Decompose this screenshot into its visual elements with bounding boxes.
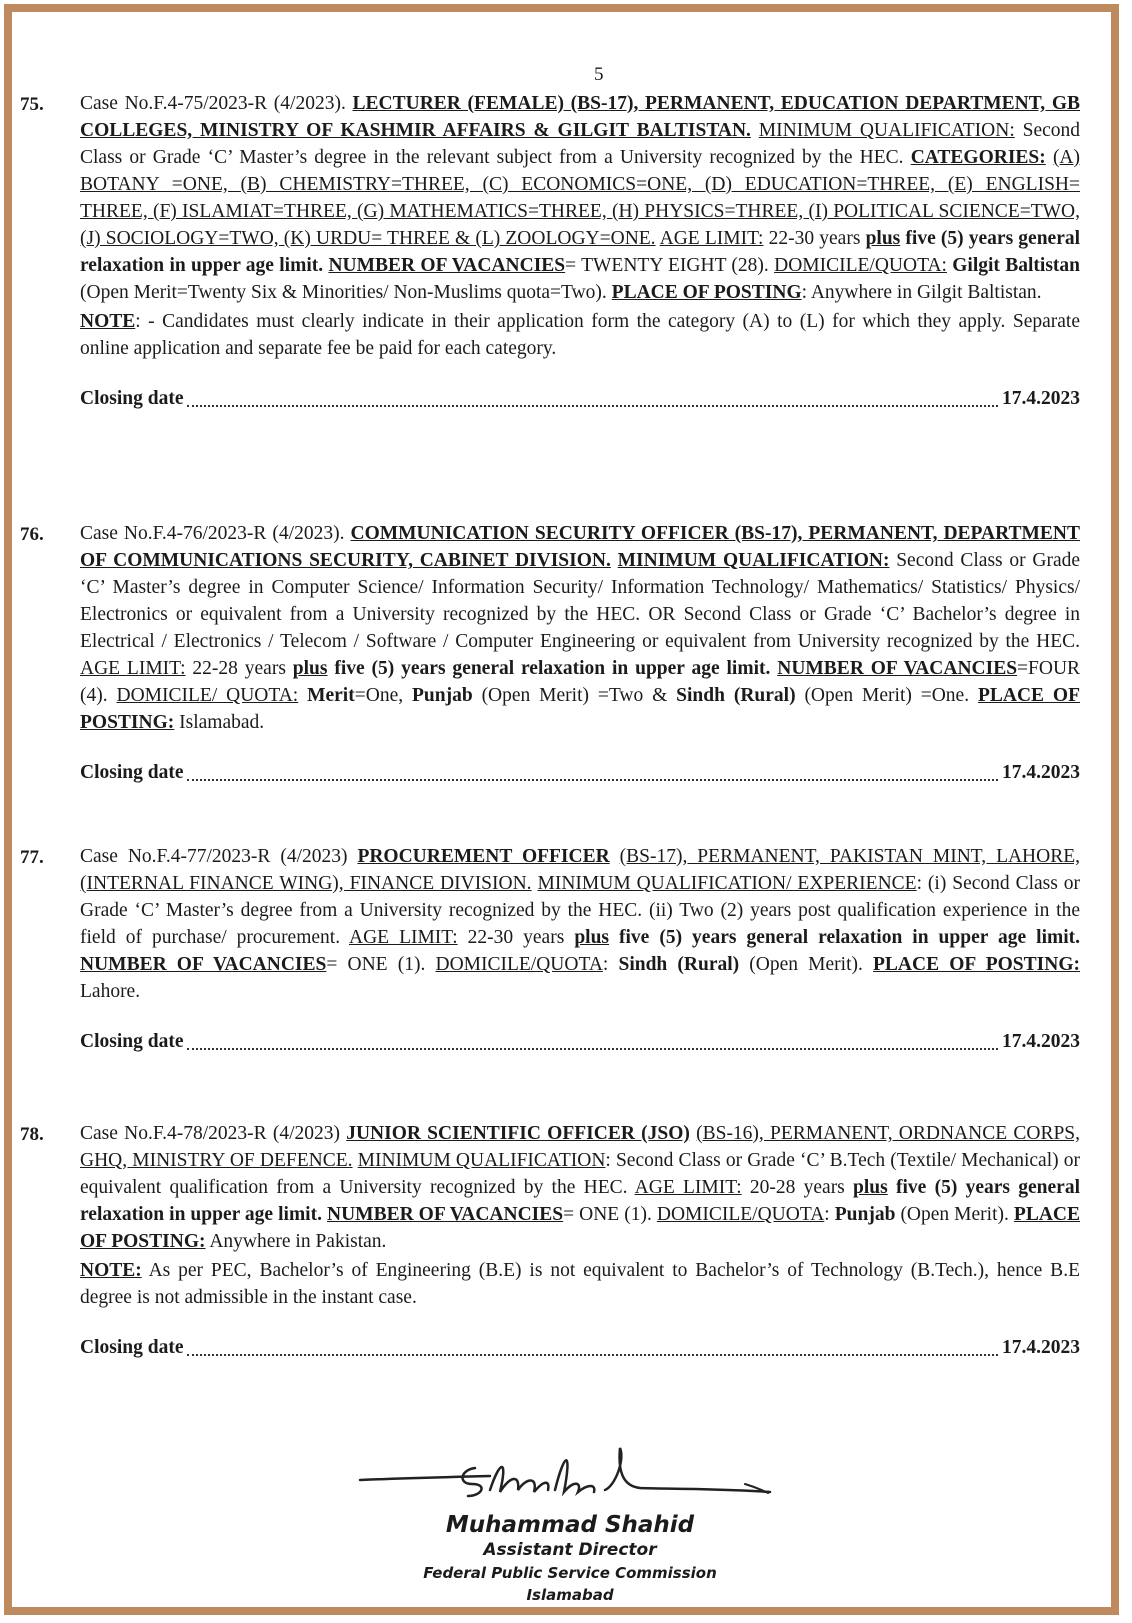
categories-label: CATEGORIES: bbox=[910, 147, 1046, 168]
posting-label: PLACE OF POSTING bbox=[611, 282, 802, 303]
domicile-label: DOMICILE/QUOTA bbox=[656, 1204, 825, 1225]
domicile-label: DOMICILE/QUOTA bbox=[435, 954, 603, 975]
note-label: NOTE bbox=[80, 311, 136, 332]
advert-item-75 bbox=[20, 90, 1090, 410]
domicile-merit: Merit bbox=[307, 685, 355, 706]
domicile-label: DOMICILE/QUOTA: bbox=[774, 255, 947, 276]
posting-text: Lahore. bbox=[80, 981, 141, 1002]
vacancies-text: =FOUR (4). bbox=[80, 658, 1081, 706]
item-body bbox=[80, 90, 1080, 362]
closing-date-label: Closing date bbox=[80, 388, 184, 409]
signatory-name: Muhammad Shahid bbox=[445, 1512, 695, 1538]
domicile-merit-value: =One, bbox=[354, 685, 404, 706]
signatory-organization: Federal Public Service Commission bbox=[423, 1564, 717, 1582]
note-text: : - Candidates must clearly indicate in their application form the category (A) to (L) for which they apply. Separate online application and separate fee be paid for each category. bbox=[80, 311, 1080, 359]
closing-date-value: 17.4.2023 bbox=[1002, 762, 1080, 783]
posting-text: Islamabad. bbox=[179, 712, 265, 733]
closing-date-label: Closing date bbox=[80, 762, 184, 783]
qualification-text: Second Class or Grade ‘C’ Master’s degree in the relevant subject from a University recognized by the HEC. bbox=[80, 120, 1081, 168]
posting-label: PLACE OF POSTING: bbox=[80, 685, 1081, 733]
note bbox=[80, 1257, 1080, 1311]
case-number: Case No.F.4-77/2023-R (4/2023) bbox=[80, 846, 348, 867]
leader-dots bbox=[187, 1340, 998, 1356]
closing-date-row bbox=[80, 1031, 1080, 1053]
qualification-label: MINIMUM QUALIFICATION: bbox=[758, 120, 1015, 141]
note-label: NOTE: bbox=[80, 1260, 142, 1281]
vacancies-label: NUMBER OF VACANCIES bbox=[777, 658, 1018, 679]
plus-text: plus bbox=[292, 658, 328, 679]
posting-text: : Anywhere in Gilgit Baltistan. bbox=[801, 282, 1042, 303]
plus-text: plus bbox=[853, 1177, 888, 1198]
plus-text: plus bbox=[574, 927, 610, 948]
plus-text: plus bbox=[865, 228, 901, 249]
posting-label: PLACE OF POSTING: bbox=[80, 1204, 1080, 1252]
post-title: PROCUREMENT OFFICER bbox=[357, 846, 610, 867]
domicile-bold: Sindh (Rural) bbox=[618, 954, 740, 975]
closing-date-value: 17.4.2023 bbox=[1002, 1031, 1080, 1052]
vacancies-text: = ONE (1). bbox=[326, 954, 426, 975]
closing-date-row bbox=[80, 388, 1080, 410]
vacancies-text: = ONE (1). bbox=[563, 1204, 652, 1225]
domicile-punjab: Punjab bbox=[411, 685, 473, 706]
age-limit-label: AGE LIMIT: bbox=[634, 1177, 742, 1198]
item-number: 78. bbox=[20, 1124, 44, 1145]
age-limit-label: AGE LIMIT: bbox=[80, 658, 186, 679]
post-title: JUNIOR SCIENTIFIC OFFICER (JSO) bbox=[346, 1123, 690, 1144]
vacancies-label: NUMBER OF VACANCIES bbox=[328, 255, 566, 276]
item-number: 77. bbox=[20, 847, 44, 868]
advert-item-76 bbox=[20, 520, 1090, 784]
qualification-text: : Second Class or Grade ‘C’ B.Tech (Textile/ Mechanical) or equivalent qualification from a University recognized by the HEC. bbox=[80, 1150, 1080, 1198]
case-number: Case No.F.4-78/2023-R (4/2023) bbox=[80, 1123, 340, 1144]
item-number: 76. bbox=[20, 524, 44, 545]
page-number: 5 bbox=[594, 64, 604, 85]
domicile-punjab-value: (Open Merit) =Two & bbox=[481, 685, 668, 706]
domicile-bold: Gilgit Baltistan bbox=[952, 255, 1080, 276]
domicile-text: (Open Merit). bbox=[749, 954, 863, 975]
qualification-label: MINIMUM QUALIFICATION: bbox=[617, 550, 890, 571]
closing-date-label: Closing date bbox=[80, 1337, 184, 1358]
handwritten-signature bbox=[350, 1440, 790, 1510]
qualification-label: MINIMUM QUALIFICATION/ EXPERIENCE bbox=[537, 873, 917, 894]
age-limit-text: 22-30 years bbox=[768, 228, 861, 249]
item-body bbox=[80, 843, 1080, 1005]
relaxation-text: five (5) years general relaxation in upper age limit. bbox=[80, 228, 1081, 276]
age-limit-text: 20-28 years bbox=[749, 1177, 845, 1198]
post-details: (BS-16), PERMANENT, ORDNANCE CORPS, GHQ, MINISTRY OF DEFENCE. bbox=[80, 1123, 1081, 1171]
closing-date-row bbox=[80, 1337, 1080, 1359]
item-number: 75. bbox=[20, 94, 44, 115]
leader-dots bbox=[187, 765, 998, 781]
domicile-sindh-value: (Open Merit) =One. bbox=[804, 685, 970, 706]
item-body bbox=[80, 1120, 1080, 1311]
closing-date-row bbox=[80, 762, 1080, 784]
domicile-colon: : bbox=[824, 1204, 830, 1225]
domicile-sindh: Sindh (Rural) bbox=[676, 685, 796, 706]
domicile-text: (Open Merit). bbox=[900, 1204, 1009, 1225]
domicile-colon: : bbox=[602, 954, 609, 975]
vacancies-label: NUMBER OF VACANCIES bbox=[80, 954, 327, 975]
case-number: Case No.F.4-76/2023-R (4/2023). bbox=[80, 523, 345, 544]
advert-item-78 bbox=[20, 1120, 1090, 1359]
domicile-text: (Open Merit=Twenty Six & Minorities/ Non-Muslims quota=Two). bbox=[80, 282, 607, 303]
case-number: Case No.F.4-75/2023-R (4/2023). bbox=[80, 93, 346, 114]
age-limit-text: 22-30 years bbox=[467, 927, 565, 948]
item-body bbox=[80, 520, 1080, 736]
categories-text: (A) BOTANY =ONE, (B) CHEMISTRY=THREE, (C) ECONOMICS=ONE, (D) EDUCATION=THREE, (E) ENGLISH= THREE, (F) ISLAMIAT=THREE, (G) MATHEMATICS=THREE, (H) PHYSICS=THREE, (I) POLITICAL SCIENCE=TWO, (J) SOCIOLOGY=TWO, (K) URDU= THREE & (L) ZOOLOGY=ONE. bbox=[80, 147, 1081, 249]
advert-item-77 bbox=[20, 843, 1090, 1053]
domicile-label: DOMICILE/ QUOTA: bbox=[116, 685, 299, 706]
qualification-label: MINIMUM QUALIFICATION bbox=[357, 1150, 606, 1171]
relaxation-text: five (5) years general relaxation in upper age limit. bbox=[80, 1177, 1080, 1225]
closing-date-label: Closing date bbox=[80, 1031, 184, 1052]
post-details: (BS-17), PERMANENT, PAKISTAN MINT, LAHORE, (INTERNAL FINANCE WING), FINANCE DIVISION. bbox=[80, 846, 1081, 894]
leader-dots bbox=[187, 391, 998, 407]
relaxation-text: five (5) years general relaxation in upper age limit. bbox=[619, 927, 1081, 948]
posting-text: Anywhere in Pakistan. bbox=[209, 1231, 387, 1252]
qualification-text: : (i) Second Class or Grade ‘C’ Master’s degree from a University recognized by the HEC. (ii) Two (2) years post qualification experience in the field of purchase/ procurement. bbox=[80, 873, 1081, 948]
signatory-city: Islamabad bbox=[526, 1586, 614, 1604]
note bbox=[80, 308, 1080, 362]
age-limit-text: 22-28 years bbox=[192, 658, 286, 679]
signatory-title: Assistant Director bbox=[483, 1540, 657, 1560]
leader-dots bbox=[187, 1034, 998, 1050]
relaxation-text: five (5) years general relaxation in upper age limit. bbox=[334, 658, 771, 679]
vacancies-text: = TWENTY EIGHT (28). bbox=[565, 255, 769, 276]
closing-date-value: 17.4.2023 bbox=[1002, 388, 1080, 409]
closing-date-value: 17.4.2023 bbox=[1002, 1337, 1080, 1358]
age-limit-label: AGE LIMIT: bbox=[349, 927, 458, 948]
vacancies-label: NUMBER OF VACANCIES bbox=[327, 1204, 564, 1225]
domicile-bold: Punjab bbox=[834, 1204, 896, 1225]
signature-block bbox=[330, 1440, 810, 1606]
age-limit-label: AGE LIMIT: bbox=[659, 228, 764, 249]
qualification-text: Second Class or Grade ‘C’ Master’s degree in Computer Science/ Information Security/ Information Technology/ Mathematics/ Statistics/ Physics/ Electronics or equivalent from a University recognized by the HEC. OR Second Class or Grade ‘C’ Bachelor’s degree in Electrical / Electronics / Telecom / Software / Computer Engineering or equivalent from University recognized by the HEC. bbox=[80, 550, 1081, 652]
note-text: As per PEC, Bachelor’s of Engineering (B.E) is not equivalent to Bachelor’s of Technology (B.Tech.), hence B.E degree is not admissible in the instant case. bbox=[80, 1260, 1080, 1308]
posting-label: PLACE OF POSTING: bbox=[873, 954, 1080, 975]
post-title: LECTURER (FEMALE) (BS-17), PERMANENT, EDUCATION DEPARTMENT, GB COLLEGES, MINISTRY OF KASHMIR AFFAIRS & GILGIT BALTISTAN. bbox=[80, 93, 1081, 141]
post-title: COMMUNICATION SECURITY OFFICER (BS-17), PERMANENT, DEPARTMENT OF COMMUNICATIONS SECURITY, CABINET DIVISION. bbox=[80, 523, 1081, 571]
